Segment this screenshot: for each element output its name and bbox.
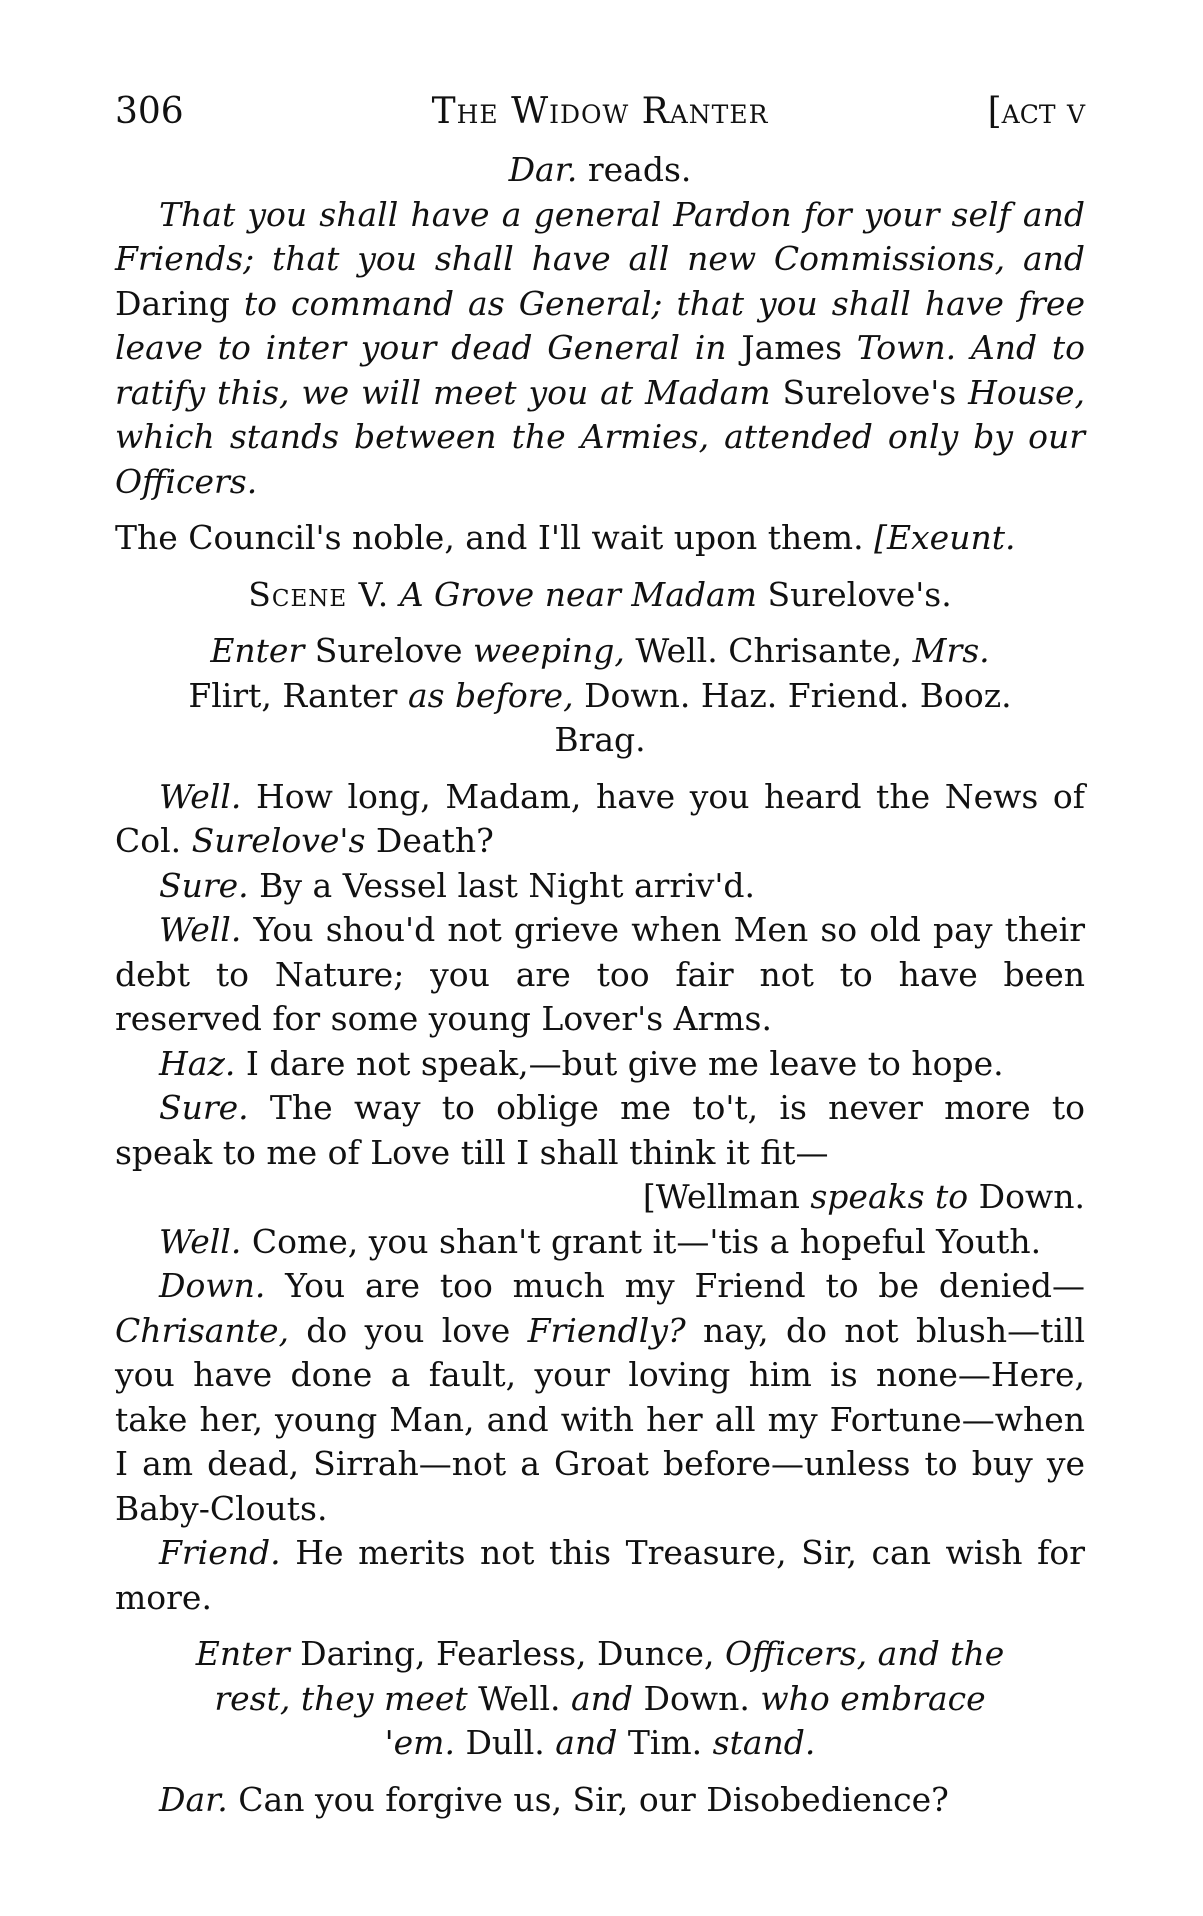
letter-text: That you shall have a general Pardon for your self and Friends; that you shall have all new Commissions, and Daring to command as General; that you shall have free leave to inter your dead General in James Town. And to ratify this, we will meet you at Madam Surelove's House, which stands between the Armies, attended only by our Officers. xyxy=(115,194,1085,501)
running-title: The Widow Ranter xyxy=(431,91,769,132)
reading-direction: Dar. reads. xyxy=(508,150,692,189)
page-body xyxy=(115,148,1085,1822)
scene-heading: Scene V. A Grove near Madam Surelove's. xyxy=(248,574,952,614)
stage-entrance: Enter Daring, Fearless, Dunce, Officers, and the rest, they meet Well. and Down. who embrace 'em. Dull. and Tim. stand. xyxy=(195,1634,1005,1762)
aside-direction: [Wellman speaks to Down. xyxy=(642,1177,1085,1216)
dialogue-line: Dar. Can you forgive us, Sir, our Disobedience? xyxy=(159,1779,949,1819)
dialogue-line: Sure. The way to oblige me to't, is never more to speak to me of Love till I shall think it fit— xyxy=(115,1088,1085,1172)
dialogue-line: Down. You are too much my Friend to be denied—Chrisante, do you love Friendly? nay, do not blush—till you have done a fault, your loving him is none—Here, take her, young Man, and with her all my Fortune—when I am dead, Sirrah—not a Groat before—unless to buy ye Baby-Clouts. xyxy=(115,1266,1086,1528)
dialogue-line: Haz. I dare not speak,—but give me leave to hope. xyxy=(159,1043,1004,1083)
dialogue-line: Well. You shou'd not grieve when Men so old pay their debt to Nature; you are too fair not to have been reserved for some young Lover's Arms. xyxy=(115,910,1085,1038)
dialogue-line: Sure. By a Vessel last Night arriv'd. xyxy=(159,865,756,905)
page-number: 306 xyxy=(115,91,184,132)
dialogue-line: Well. How long, Madam, have you heard the News of Col. Surelove's Death? xyxy=(115,776,1085,860)
act-label: [act v xyxy=(987,91,1085,132)
dialogue-block xyxy=(115,775,1085,1621)
speaker-name: Dar. xyxy=(508,150,578,189)
dialogue-line: Friend. He merits not this Treasure, Sir, can wish for more. xyxy=(115,1533,1085,1617)
dialogue-line: Well. Come, you shan't grant it—'tis a hopeful Youth. xyxy=(159,1221,1042,1261)
council-line: The Council's noble, and I'll wait upon them. [Exeunt. xyxy=(115,518,1016,557)
stage-entrance: Enter Surelove weeping, Well. Chrisante, Mrs. Flirt, Ranter as before, Down. Haz. Friend. Booz. Brag. xyxy=(188,631,1012,759)
stage-direction: [Exeunt. xyxy=(874,518,1016,557)
